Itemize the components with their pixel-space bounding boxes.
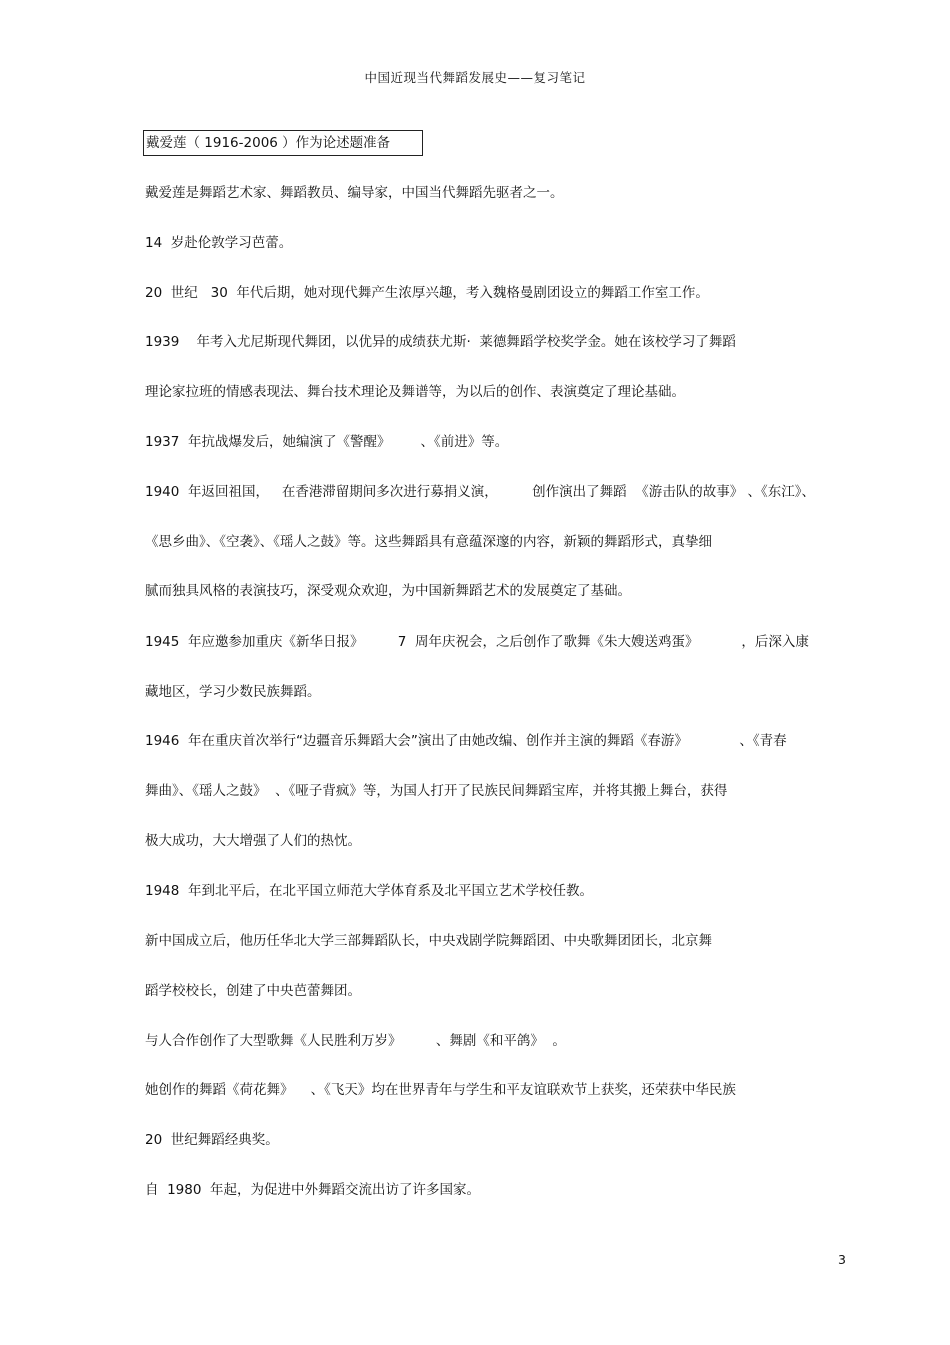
- body-line: 自 1980 年起，为促进中外舞蹈交流出访了许多国家。: [145, 1182, 481, 1198]
- body-line: 舞曲》、《瑶人之鼓》 、《哑子背疯》等，为国人打开了民族民间舞蹈宝库，并将其搬上舞台，获得: [145, 783, 728, 799]
- body-line: 藏地区，学习少数民族舞蹈。: [145, 684, 321, 700]
- body-line: 新中国成立后，他历任华北大学三部舞蹈队长，中央戏剧学院舞蹈团、中央歌舞团团长，北京舞: [145, 933, 712, 949]
- body-line: 戴爱莲是舞蹈艺术家、舞蹈教员、编导家，中国当代舞蹈先驱者之一。: [145, 185, 564, 201]
- section-title-box: 戴爱莲（ 1916-2006 ）作为论述题准备: [143, 130, 423, 156]
- body-line: 14 岁赴伦敦学习芭蕾。: [145, 235, 293, 251]
- body-line: 《思乡曲》、《空袭》、《瑶人之鼓》等。这些舞蹈具有意蕴深邃的内容，新颖的舞蹈形式，真挚细: [145, 534, 712, 550]
- body-line: 蹈学校校长，创建了中央芭蕾舞团。: [145, 983, 361, 999]
- page-number: 3: [838, 1252, 846, 1267]
- body-line: 1948 年到北平后，在北平国立师范大学体育系及北平国立艺术学校任教。: [145, 883, 593, 899]
- page-header: 中国近现当代舞蹈发展史——复习笔记: [364, 70, 586, 85]
- body-line: 20 世纪舞蹈经典奖。: [145, 1132, 279, 1148]
- body-line: 她创作的舞蹈《荷花舞》 、《飞天》均在世界青年与学生和平友谊联欢节上获奖，还荣获中华民族: [145, 1082, 736, 1098]
- body-line: 1945 年应邀参加重庆《新华日报》 7 周年庆祝会，之后创作了歌舞《朱大嫂送鸡蛋》 ，后深入康: [145, 634, 809, 650]
- body-line: 理论家拉班的情感表现法、舞台技术理论及舞谱等，为以后的创作、表演奠定了理论基础。: [145, 384, 685, 400]
- body-line: 20 世纪 30 年代后期，她对现代舞产生浓厚兴趣，考入魏格曼剧团设立的舞蹈工作室工作。: [145, 285, 709, 301]
- body-line: 1940 年返回祖国， 在香港滞留期间多次进行募捐义演， 创作演出了舞蹈 《游击队的故事》 、《东江》、: [145, 484, 816, 500]
- body-line: 1939 年考入尤尼斯现代舞团，以优异的成绩获尤斯· 莱德舞蹈学校奖学金。她在该校学习了舞蹈: [145, 334, 736, 350]
- body-line: 1937 年抗战爆发后，她编演了《警醒》 、《前进》等。: [145, 434, 509, 450]
- body-line: 与人合作创作了大型歌舞《人民胜利万岁》 、舞剧《和平鸽》 。: [145, 1033, 566, 1049]
- body-line: 1946 年在重庆首次举行“边疆音乐舞蹈大会”演出了由她改编、创作并主演的舞蹈《春游》 、《青春: [145, 733, 787, 749]
- body-line: 极大成功，大大增强了人们的热忱。: [145, 833, 361, 849]
- body-line: 腻而独具风格的表演技巧，深受观众欢迎，为中国新舞蹈艺术的发展奠定了基础。: [145, 583, 631, 599]
